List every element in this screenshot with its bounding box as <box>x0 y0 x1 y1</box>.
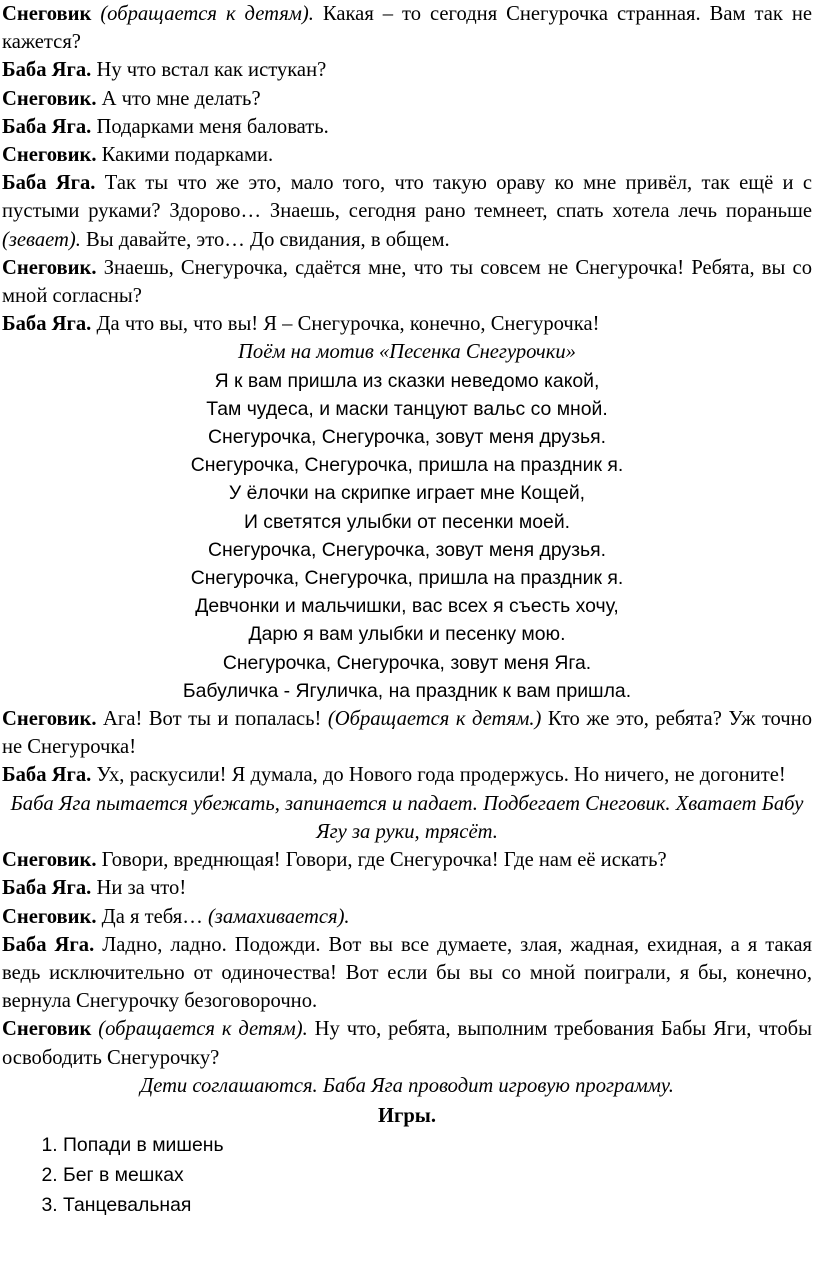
speaker-name: Баба Яга. <box>2 172 96 195</box>
song-line: Там чудеса, и маски танцуют вальс со мной. <box>206 397 608 420</box>
speaker-name: Снеговик. <box>2 905 97 928</box>
remark: (замахивается). <box>207 905 350 928</box>
speech-text: Какая – то сегодня Снегурочка странная. Вам так не кажется? <box>2 3 812 54</box>
speaker-name: Снеговик. <box>2 144 97 167</box>
game-item: 2. Бег в мешках <box>63 1160 812 1190</box>
speech-text: Вы давайте, это… До свидания, в общем. <box>80 228 450 251</box>
game-item: 1. Попади в мишень <box>63 1130 812 1160</box>
speaker-name: Снеговик. <box>2 849 97 872</box>
dialogue-line <box>2 113 812 141</box>
dialogue-line <box>2 310 812 338</box>
speech-text: Кто же это, ребята? Уж точно не Снегурочка! <box>2 708 812 759</box>
speech-text: Ну что, ребята, выполним требования Бабы Яги, чтобы освободить Снегурочку? <box>2 1018 812 1069</box>
song-line: Снегурочка, Снегурочка, пришла на праздник я. <box>190 454 624 477</box>
speaker-name: Снеговик <box>2 3 92 25</box>
song-line: Снегурочка, Снегурочка, зовут меня друзья. <box>208 426 606 449</box>
speaker-name: Снеговик. <box>2 256 97 279</box>
song-intro: Поём на мотив «Песенка Снегурочки» <box>238 341 576 364</box>
speech-text: Ни за что! <box>91 877 187 900</box>
speech-text <box>91 3 100 25</box>
speaker-name: Баба Яга. <box>2 933 95 956</box>
speech-text: Знаешь, Снегурочка, сдаётся мне, что ты совсем не Снегурочка! Ребята, вы со мной согласны? <box>2 256 812 308</box>
song-line: Снегурочка, Снегурочка, зовут меня Яга. <box>222 651 592 674</box>
speech-text: Какими подарками. <box>96 144 274 167</box>
speech-text: Говори, вреднющая! Говори, где Снегурочка! Где нам её искать? <box>96 849 667 872</box>
speech-text: Ага! Вот ты и попалась! <box>96 708 328 731</box>
song-line: Я к вам пришла из сказки неведомо какой, <box>214 369 600 392</box>
speech-text: А что мне делать? <box>96 87 261 110</box>
speech-text: Так ты что же это, мало того, что такую ораву ко мне привёл, так ещё и с пустыми руками? Здорово… Знаешь, сегодня рано темнеет, спать хотела лечь пораньше <box>2 172 813 223</box>
dialogue-line <box>2 56 812 84</box>
dialogue-line <box>2 169 812 254</box>
dialogue-block-2 <box>2 705 812 790</box>
remark: (Обращается к детям.) <box>327 708 542 731</box>
speaker-name: Снеговик. <box>2 708 97 731</box>
dialogue-line <box>2 85 812 113</box>
song-line: Дарю я вам улыбки и песенку мою. <box>248 623 566 646</box>
remark: (обращается к детям). <box>98 1018 308 1041</box>
remark: (обращается к детям). <box>100 3 314 25</box>
speech-text: Да я тебя… <box>96 905 208 928</box>
dialogue-line <box>2 0 812 56</box>
song-line: Снегурочка, Снегурочка, пришла на праздник я. <box>190 567 624 590</box>
speech-text: Ну что встал как истукан? <box>91 59 327 82</box>
dialogue-line <box>2 874 812 902</box>
stage-direction: Баба Яга пытается убежать, запинается и падает. Подбегает Снеговик. Хватает Бабу Ягу за руки, трясёт. <box>10 792 804 843</box>
song-line: У ёлочки на скрипке играет мне Кощей, <box>228 482 586 505</box>
dialogue-block-3 <box>2 846 812 1072</box>
speaker-name: Баба Яга. <box>2 115 92 138</box>
speech-text: Да что вы, что вы! Я – Снегурочка, конечно, Снегурочка! <box>91 313 600 336</box>
speaker-name: Снеговик. <box>2 87 97 110</box>
games-list <box>2 1130 812 1220</box>
remark: (зевает). <box>2 228 81 251</box>
dialogue-line <box>2 1015 812 1071</box>
song-lyrics <box>2 367 812 705</box>
speech-text: Ладно, ладно. Подожди. Вот вы все думаете, злая, жадная, ехидная, а я такая ведь исключительно от одиночества! Вот если бы вы со мной поиграли, я бы, конечно, вернула Снегурочку безоговорочно. <box>2 933 812 1013</box>
dialogue-line <box>2 846 812 874</box>
dialogue-line <box>2 141 812 169</box>
speaker-name: Баба Яга. <box>2 877 92 900</box>
speech-text: Подарками меня баловать. <box>91 115 329 138</box>
speech-text: Ух, раскусили! Я думала, до Нового года продержусь. Но ничего, не догоните! <box>91 764 786 787</box>
speaker-name: Баба Яга. <box>2 59 92 82</box>
song-line: Снегурочка, Снегурочка, зовут меня друзья. <box>208 538 606 561</box>
game-item: 3. Танцевальная <box>63 1190 812 1220</box>
song-line: И светятся улыбки от песенки моей. <box>243 510 571 533</box>
song-line: Девчонки и мальчишки, вас всех я съесть хочу, <box>195 595 619 618</box>
dialogue-line <box>2 903 812 931</box>
speaker-name: Снеговик <box>2 1018 92 1041</box>
dialogue-line <box>2 761 812 789</box>
song-line: Бабуличка - Ягуличка, на праздник к вам пришла. <box>182 679 632 702</box>
dialogue-line <box>2 254 812 310</box>
games-title: Игры. <box>377 1104 437 1127</box>
dialogue-block-1 <box>2 0 812 338</box>
dialogue-line <box>2 931 812 1016</box>
stage-direction: Дети соглашаются. Баба Яга проводит игровую программу. <box>140 1074 674 1097</box>
speaker-name: Баба Яга. <box>2 313 92 336</box>
dialogue-line <box>2 705 812 761</box>
speaker-name: Баба Яга. <box>2 764 92 787</box>
